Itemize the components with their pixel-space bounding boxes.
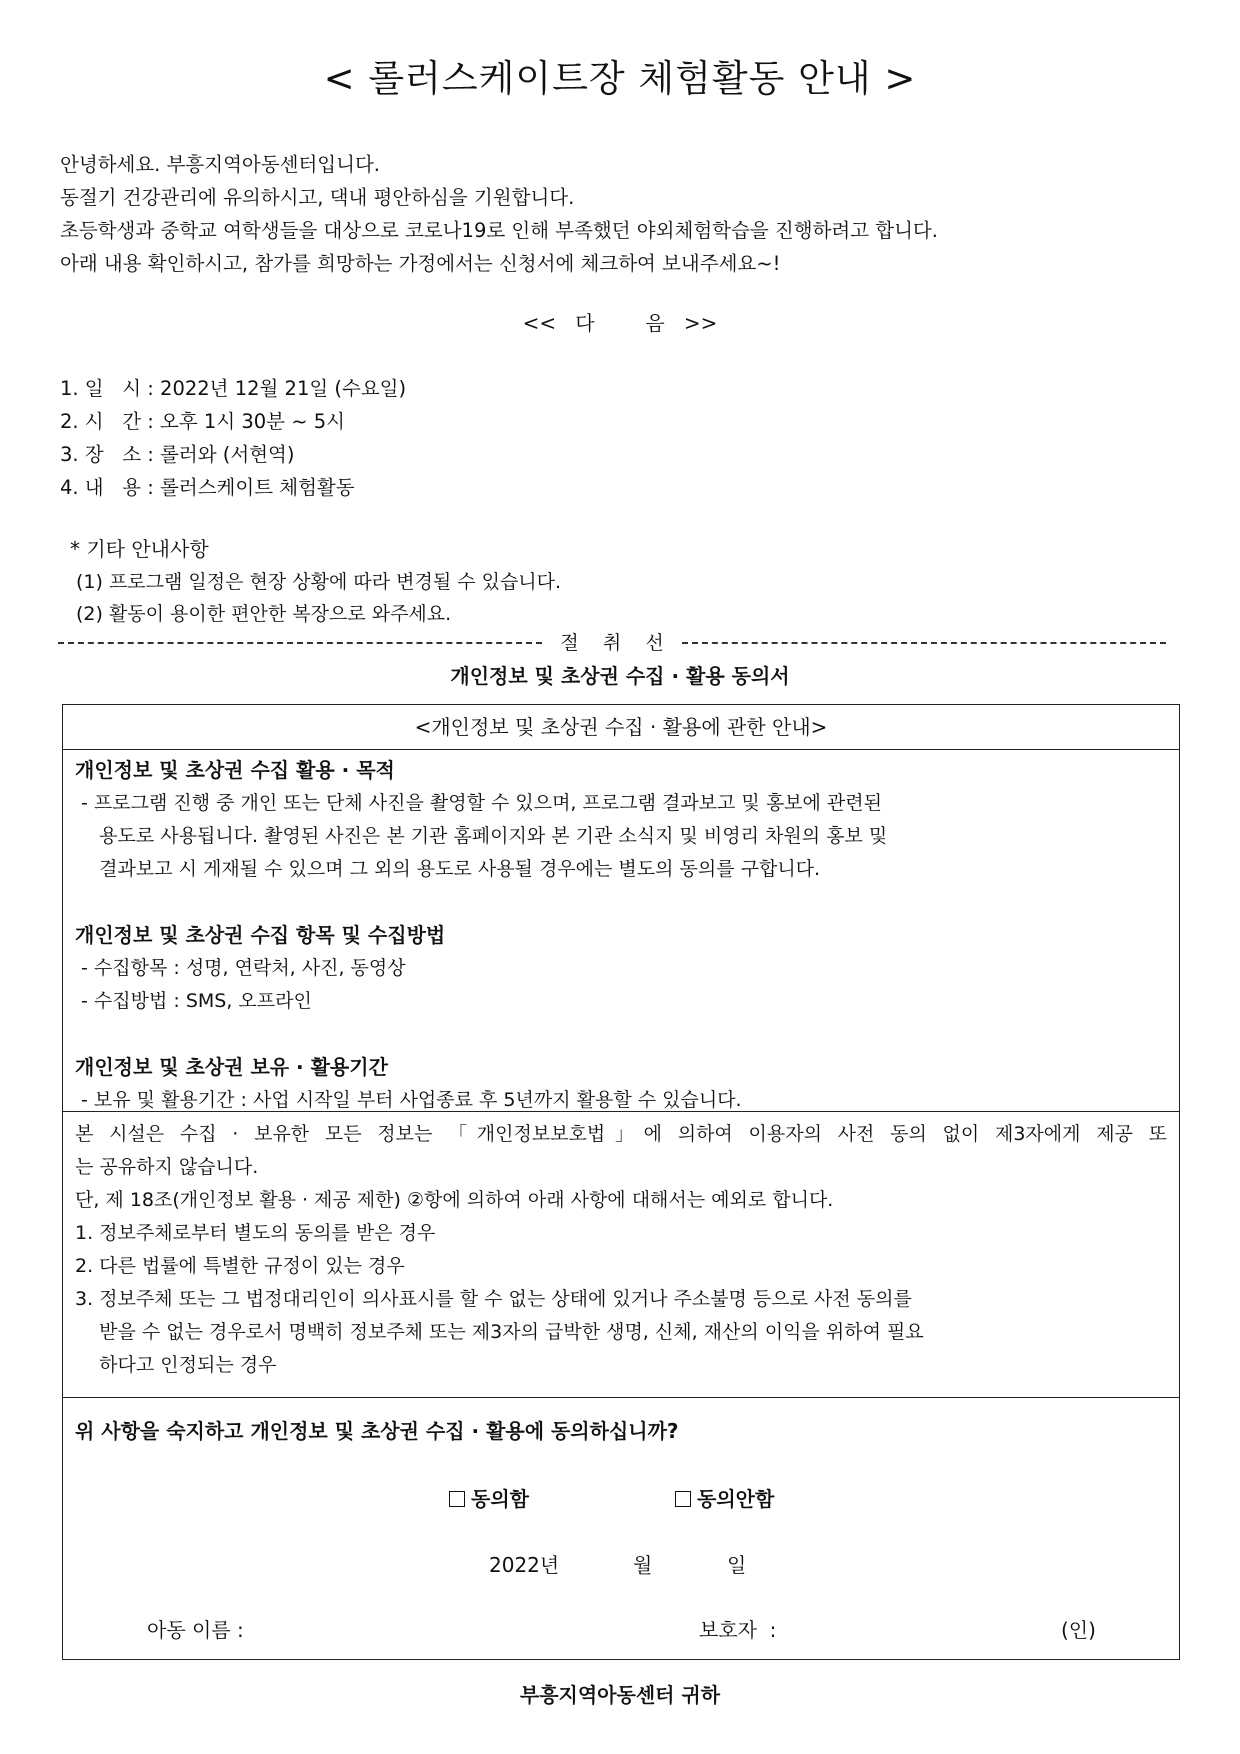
notice-line: 하다고 인정되는 경우 — [75, 1354, 277, 1376]
notice-line: 3. 정보주체 또는 그 법정대리인이 의사표시를 할 수 없는 상태에 있거나 주소불명 등으로 사전 동의를 — [75, 1288, 912, 1310]
purpose-line: 결과보고 시 게재될 수 있으며 그 외의 용도로 사용될 경우에는 별도의 동의를 구합니다. — [75, 858, 821, 880]
etc-heading: * 기타 안내사항 — [70, 537, 209, 561]
collect-line: - 수집항목 : 성명, 연락처, 사진, 동영상 — [75, 957, 406, 979]
retention-heading: 개인정보 및 초상권 보유 · 활용기간 — [75, 1055, 388, 1079]
signature-row — [63, 1615, 1179, 1645]
page-title: < 롤러스케이트장 체험활동 안내 > — [323, 57, 917, 100]
consent-question: 위 사항을 숙지하고 개인정보 및 초상권 수집 · 활용에 동의하십니까? — [75, 1419, 679, 1443]
notice-line: 는 공유하지 않습니다. — [75, 1156, 259, 1178]
purpose-line: - 프로그램 진행 중 개인 또는 단체 사진을 촬영할 수 있으며, 프로그램 결과보고 및 홍보에 관련된 — [75, 792, 882, 814]
etc-note: (2) 활동이 용이한 편안한 복장으로 와주세요. — [76, 603, 452, 625]
dashed-rule-right — [682, 642, 1166, 644]
agree-checkbox[interactable] — [449, 1484, 529, 1514]
agreement-section — [63, 1398, 1179, 1660]
cut-label: 절 취 선 — [560, 632, 664, 654]
consent-box-header: <개인정보 및 초상권 수집 · 활용에 관한 안내> — [63, 705, 1179, 750]
following-heading: << 다 음 >> — [522, 311, 718, 335]
retention-line: - 보유 및 활용기간 : 사업 시작일 부터 사업종료 후 5년까지 활용할 수 있습니다. — [75, 1089, 742, 1111]
notice-line: 2. 다른 법률에 특별한 규정이 있는 경우 — [75, 1255, 405, 1277]
agreement-options — [63, 1484, 1179, 1514]
notice-line: 1. 정보주체로부터 별도의 동의를 받은 경우 — [75, 1222, 436, 1244]
event-details — [60, 372, 406, 504]
purpose-line: 용도로 사용됩니다. 촬영된 사진은 본 기관 홈페이지와 본 기관 소식지 및 비영리 차원의 홍보 및 — [75, 825, 888, 847]
seal-label: (인) — [1061, 1618, 1096, 1642]
intro-paragraph — [60, 148, 938, 280]
date-year: 2022년 — [489, 1553, 560, 1577]
detail-date: 1. 일 시 : 2022년 12월 21일 (수요일) — [60, 377, 407, 400]
date-month: 월 — [633, 1553, 653, 1577]
dashed-rule-left — [58, 642, 542, 644]
notice-line: 단, 제 18조(개인정보 활용 · 제공 제한) ②항에 의하여 아래 사항에 대해서는 예외로 합니다. — [75, 1189, 834, 1211]
spacer — [75, 1018, 1179, 1051]
date-day: 일 — [727, 1553, 747, 1577]
disagree-label: 동의안함 — [697, 1487, 775, 1511]
addressee-footer: 부흥지역아동센터 귀하 — [519, 1683, 721, 1707]
detail-content: 4. 내 용 : 롤러스케이트 체험활동 — [60, 476, 355, 499]
detail-place: 3. 장 소 : 롤러와 (서현역) — [60, 443, 295, 466]
consent-form-title: 개인정보 및 초상권 수집 · 활용 동의서 — [450, 664, 790, 688]
notice-line: 받을 수 없는 경우로서 명백히 정보주체 또는 제3자의 급박한 생명, 신체, 재산의 이익을 위하여 필요 — [75, 1321, 924, 1343]
guardian-label: 보호자 : — [699, 1618, 777, 1642]
disagree-checkbox[interactable] — [675, 1484, 774, 1514]
collect-line: - 수집방법 : SMS, 오프라인 — [75, 990, 312, 1012]
checkbox-icon[interactable] — [675, 1491, 691, 1507]
intro-line: 초등학생과 중학교 여학생들을 대상으로 코로나19로 인해 부족했던 야외체험학습을 진행하려고 합니다. — [60, 219, 938, 242]
child-name-label: 아동 이름 : — [147, 1618, 244, 1642]
signature-date — [63, 1550, 1179, 1580]
etc-note: (1) 프로그램 일정은 현장 상황에 따라 변경될 수 있습니다. — [76, 571, 562, 593]
intro-line: 동절기 건강관리에 유의하시고, 댁내 평안하심을 기원합니다. — [60, 186, 575, 209]
checkbox-icon[interactable] — [449, 1491, 465, 1507]
legal-notice-section — [63, 1112, 1179, 1398]
collect-heading: 개인정보 및 초상권 수집 항목 및 수집방법 — [75, 923, 446, 947]
consent-box — [62, 704, 1180, 1660]
intro-line: 아래 내용 확인하시고, 참가를 희망하는 가정에서는 신청서에 체크하여 보내주세요~! — [60, 252, 781, 275]
notice-line: 본 시설은 수집 · 보유한 모든 정보는 「개인정보보호법」에 의하여 이용자의 사전 동의 없이 제3자에게 제공 또 — [75, 1123, 1167, 1145]
etc-notes — [76, 566, 561, 630]
purpose-heading: 개인정보 및 초상권 수집 활용 · 목적 — [75, 758, 395, 782]
spacer — [75, 886, 1179, 919]
info-section — [63, 750, 1179, 1112]
cut-line — [58, 630, 1166, 656]
detail-time: 2. 시 간 : 오후 1시 30분 ~ 5시 — [60, 410, 345, 433]
intro-line: 안녕하세요. 부흥지역아동센터입니다. — [60, 153, 380, 176]
agree-label: 동의함 — [471, 1487, 529, 1511]
